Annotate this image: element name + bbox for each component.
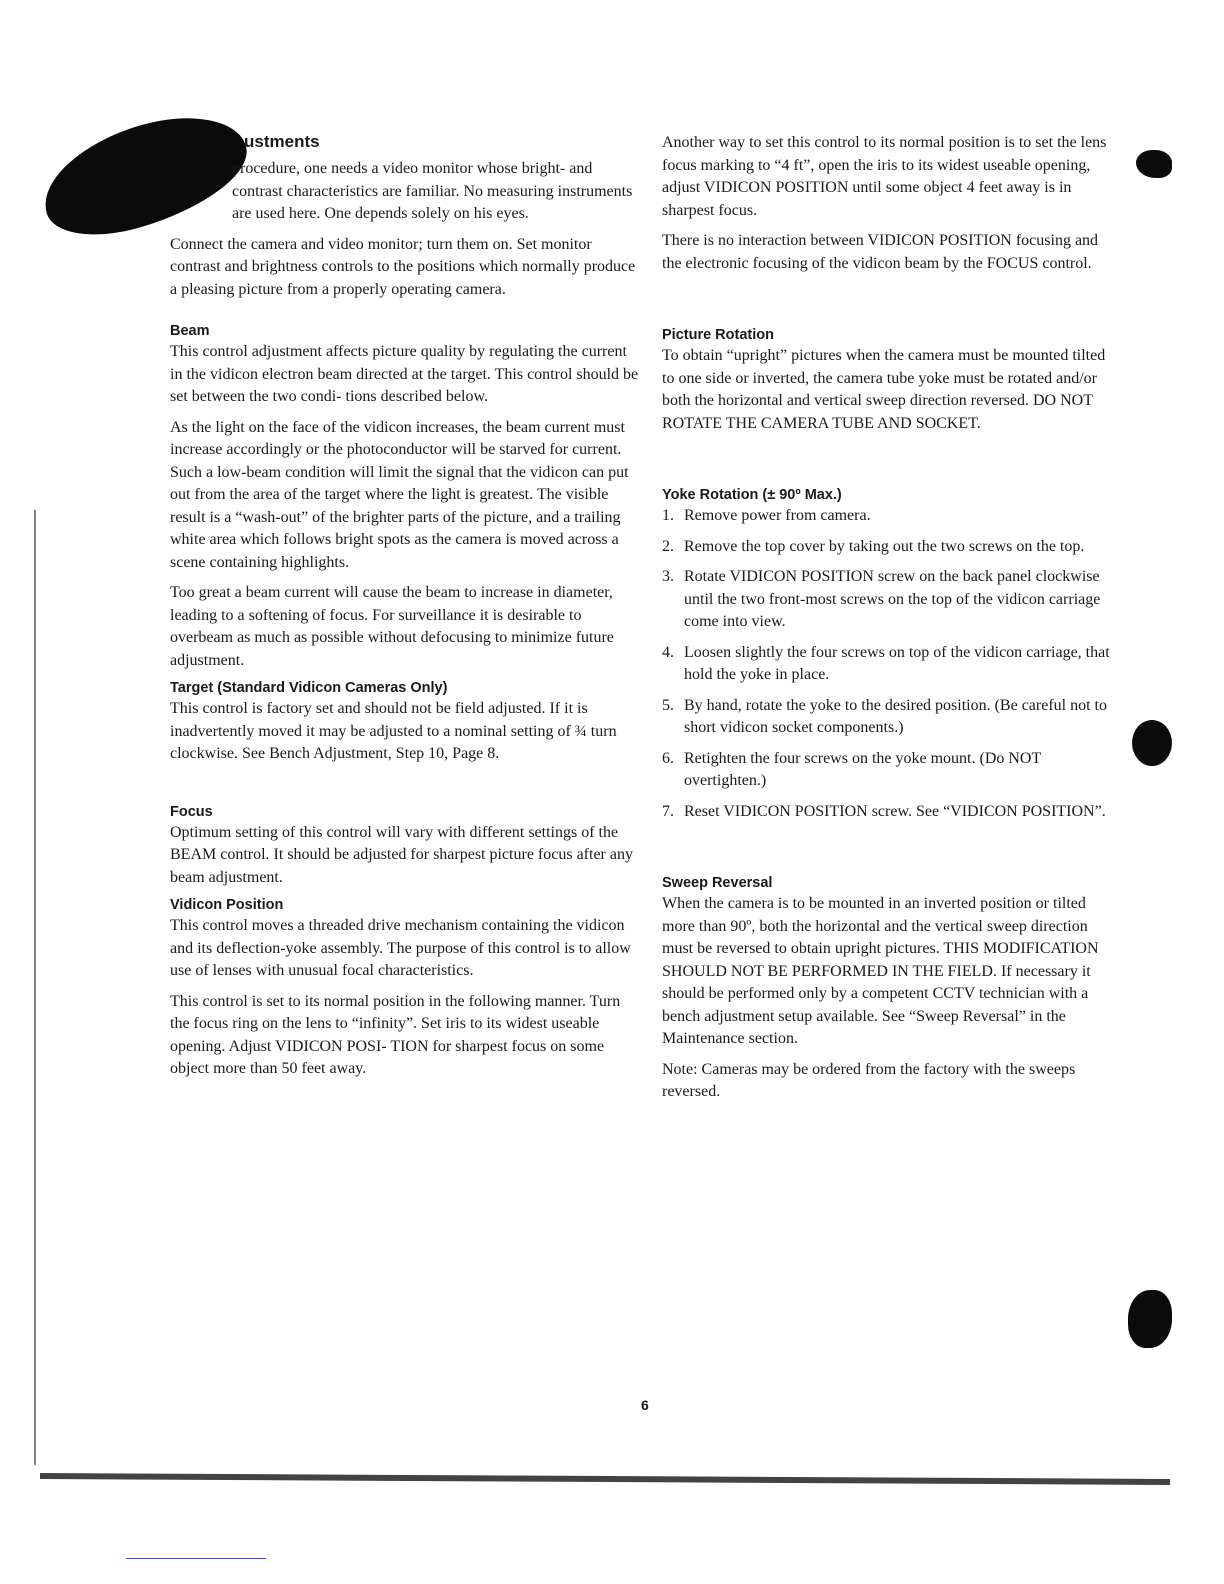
focus-heading: Focus <box>170 803 213 820</box>
list-item: 3. Rotate VIDICON POSITION screw on the back panel clockwise until the two front-most screws on the top of the vidicon carriage come into view. <box>662 568 1101 630</box>
vidicon-position-paragraph: This control moves a threaded drive mechanism containing the vidicon and its deflection-yoke assembly. The purpose of this control is to allow use of lenses with unusual focal characteristics. <box>170 917 631 979</box>
target-heading: Target (Standard Vidicon Cameras Only) <box>170 680 448 696</box>
yoke-rotation-heading: Yoke Rotation (± 90º Max.) <box>662 487 842 503</box>
beam-paragraph: Too great a beam current will cause the beam to increase in diameter, leading to a softening of focus. For surveillance it is desirable to overbeam as much as possible without defocusing to minimize future adjustment. <box>170 584 614 669</box>
picture-rotation-heading: Picture Rotation <box>662 327 774 343</box>
sweep-reversal-note: Note: Cameras may be ordered from the factory with the sweeps reversed. <box>662 1060 1076 1100</box>
ink-blot <box>1128 1290 1172 1348</box>
beam-paragraph: As the light on the face of the vidicon increases, the beam current must increase accordingly or the photoconductor will be starved for current. Such a low-beam condition will limit the signal that the vidicon can put out from the area of the target where the light is greatest. The visible result is a “wash-out” of the brighter parts of the picture, and a trailing white area which follows bright spots as the camera is moved across a scene containing highlights. <box>170 418 629 571</box>
intro-paragraph: There is no interaction between VIDICON POSITION focusing and the electronic focusing of the vidicon beam by the FOCUS control. <box>662 232 1099 272</box>
picture-rotation-paragraph: To obtain “upright” pictures when the camera must be mounted tilted to one side or inverted, the camera tube yoke must be rotated and/or both the horizontal and vertical sweep direction reversed. DO NOT ROTATE THE CAMERA TUBE AND SOCKET. <box>662 347 1106 432</box>
list-item: 6. Retighten the four screws on the yoke mount. (Do NOT overtighten.) <box>662 749 1041 789</box>
scan-edge-left <box>34 510 36 1465</box>
list-item: 7. Reset VIDICON POSITION screw. See “VIDICON POSITION”. <box>662 802 1106 820</box>
focus-paragraph: Optimum setting of this control will vary with different settings of the BEAM control. It should be adjusted for sharpest picture focus after any beam adjustment. <box>170 823 633 886</box>
scan-edge-bottom <box>40 1473 1170 1485</box>
vidicon-position-paragraph: This control is set to its normal position in the following manner. Turn the focus ring on the lens to “infinity”. Set iris to its widest useable opening. Adjust VIDICON POSI- TION for sharpest focus on some object more than 50 feet away. <box>170 992 621 1077</box>
vidicon-position-heading: Vidicon Position <box>170 897 284 913</box>
page-number: 6 <box>641 1397 649 1413</box>
left-column <box>170 128 640 1089</box>
beam-paragraph: This control adjustment affects picture quality by regulating the current in the vidicon electron beam directed at the target. This control should be set between the two condi- tions described below. <box>170 343 639 405</box>
sweep-reversal-paragraph: When the camera is to be mounted in an inverted position or tilted more than 90º, both the horizontal and the vertical sweep direction must be reversed to obtain upright pictures. THIS MODIFICATION SHOULD NOT BE PERFORMED IN THE FIELD. If necessary it should be performed only by a competent CCTV technician with a bench adjustment setup available. See “Sweep Reversal” in the Maintenance section. <box>662 895 1099 1047</box>
yoke-rotation-steps <box>662 505 1114 823</box>
sweep-reversal-heading: Sweep Reversal <box>662 875 773 891</box>
intro-paragraph: Another way to set this control to its normal position is to set the lens focus marking to “4 ft”, open the iris to its widest useable opening, adjust VIDICON POSITION until some object 4 feet away is in sharpest focus. <box>662 134 1107 219</box>
list-item: 1. Remove power from camera. <box>662 507 871 524</box>
list-item: 4. Loosen slightly the four screws on top of the vidicon carriage, that hold the yoke in place. <box>662 643 1110 683</box>
ink-blot <box>1136 150 1172 178</box>
footer-rule <box>126 1558 266 1559</box>
list-item: 2. Remove the top cover by taking out the two screws on the top. <box>662 537 1085 555</box>
right-column <box>662 128 1114 1112</box>
ink-blot <box>1132 720 1172 766</box>
section-heading: ustments <box>244 132 320 151</box>
list-item: 5. By hand, rotate the yoke to the desired position. (Be careful not to short vidicon socket components.) <box>662 696 1107 736</box>
intro-paragraph: Connect the camera and video monitor; turn them on. Set monitor contrast and brightness controls to the positions which normally produce a pleasing picture from a properly operating camera. <box>170 235 636 298</box>
intro-paragraph: procedure, one needs a video monitor whose bright- and contrast characteristics are familiar. No measuring instruments are used here. One depends solely on his eyes. <box>232 160 633 222</box>
target-paragraph: This control is factory set and should not be field adjusted. If it is inadvertently moved it may be adjusted to a nominal setting of ¾ turn clockwise. See Bench Adjustment, Step 10, Page 8. <box>170 700 617 762</box>
beam-heading: Beam <box>170 323 210 339</box>
